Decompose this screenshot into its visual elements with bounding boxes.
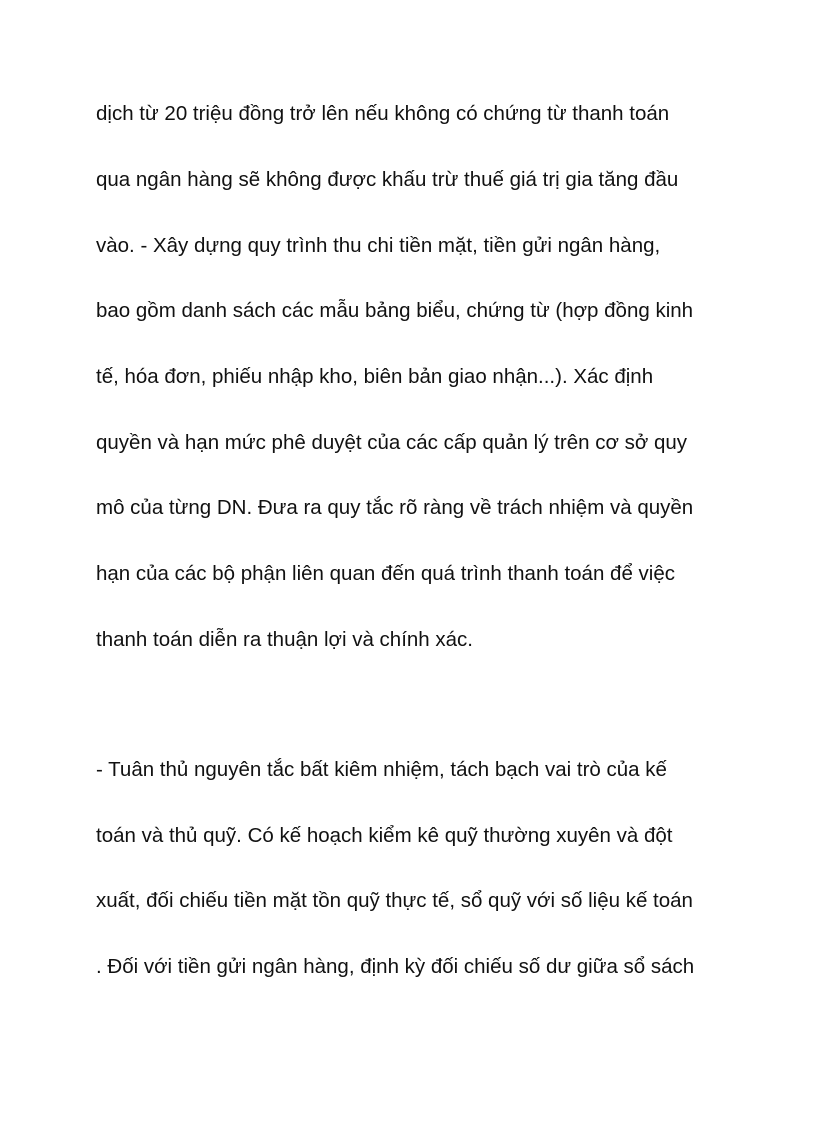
text-line: xuất, đối chiếu tiền mặt tồn quỹ thực tế, sổ quỹ với số liệu kế toán xyxy=(96,889,693,912)
text-line: mô của từng DN. Đưa ra quy tắc rõ ràng về trách nhiệm và quyền xyxy=(96,496,694,519)
text-line: . Đối với tiền gửi ngân hàng, định kỳ đối chiếu số dư giữa sổ sách xyxy=(96,955,695,978)
text-line: dịch từ 20 triệu đồng trở lên nếu không có chứng từ thanh toán xyxy=(96,102,670,125)
text-line: qua ngân hàng sẽ không được khấu trừ thuế giá trị gia tăng đầu xyxy=(96,168,679,191)
text-line: vào. - Xây dựng quy trình thu chi tiền mặt, tiền gửi ngân hàng, xyxy=(96,234,661,257)
text-line: bao gồm danh sách các mẫu bảng biểu, chứng từ (hợp đồng kinh xyxy=(96,299,694,322)
text-line: tế, hóa đơn, phiếu nhập kho, biên bản giao nhận...). Xác định xyxy=(96,365,654,388)
text-line: toán và thủ quỹ. Có kế hoạch kiểm kê quỹ thường xuyên và đột xyxy=(96,824,673,847)
text-line: - Tuân thủ nguyên tắc bất kiêm nhiệm, tách bạch vai trò của kế xyxy=(96,758,667,781)
text-line: thanh toán diễn ra thuận lợi và chính xác. xyxy=(96,628,473,651)
text-line: hạn của các bộ phận liên quan đến quá trình thanh toán để việc xyxy=(96,562,676,585)
text-line: quyền và hạn mức phê duyệt của các cấp quản lý trên cơ sở quy xyxy=(96,431,688,454)
